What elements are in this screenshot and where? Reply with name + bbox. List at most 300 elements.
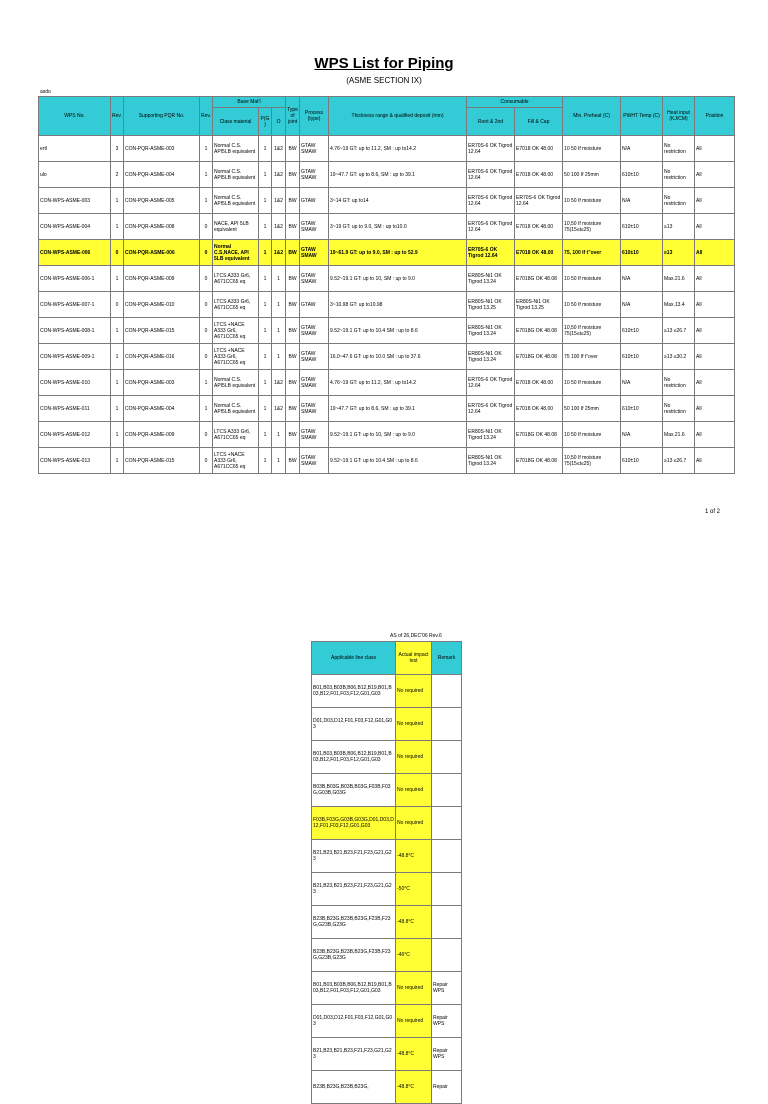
cell-joint: BW [286, 240, 300, 266]
cell-impact-test: -48.8°C [396, 1071, 432, 1104]
cell-class-material: LTCS +NACE A333 Gr6, A671CC65 eq [213, 448, 259, 474]
cell-o: 1&2 [272, 136, 286, 162]
header-position: Position [695, 97, 735, 136]
cell-fill: ER70S-6 OK Tigrod 12.64 [515, 188, 563, 214]
cell-remark: Repair [432, 1071, 462, 1104]
table-row [39, 344, 735, 370]
cell-heat-input: ≥13 ≤26.7 [663, 448, 695, 474]
cell-impact-test: No required [396, 807, 432, 840]
cell-heat-input: ≥13 ≤26.7 [663, 318, 695, 344]
cell-pwht: 610±10 [621, 396, 663, 422]
cell-fill: ER80S-Ni1 OK Tigrod 13.25 [515, 292, 563, 318]
cell-root: ER70S-6 OK Tigrod 12.64 [467, 188, 515, 214]
header-o: O [272, 108, 286, 136]
table-row [312, 840, 462, 873]
cell-preheat: 10,50 If moisture 75(15≤t≤25) [563, 448, 621, 474]
cell-pwht: 610±10 [621, 240, 663, 266]
cell-thickness: 9.52~19.1 GT: up to 10, SM : up to 9.0 [329, 422, 467, 448]
cell-impact-test: No required [396, 774, 432, 807]
cell-impact-test: -46°C [396, 939, 432, 972]
cell-preheat: 10,50 If moisture 75(15≤t≤25) [563, 318, 621, 344]
header-heat: Heat input (KJ/CM) [663, 97, 695, 136]
cell-root: ER70S-6 OK Tigrod 12.64 [467, 136, 515, 162]
cell-preheat: 50 100 If 25mm [563, 162, 621, 188]
cell-rev: 1 [111, 318, 124, 344]
cell-fill: E7018 OK 48.00 [515, 240, 563, 266]
cell-root: ER80S-Ni1 OK Tigrod 13.24 [467, 422, 515, 448]
cell-preheat: 10 50 If moisture [563, 370, 621, 396]
cell-p: 1 [259, 188, 272, 214]
cell-position: All [695, 344, 735, 370]
cell-rev: 1 [111, 370, 124, 396]
cell-thickness: 3~19 GT: up to 9.0, SM : up to10.0 [329, 214, 467, 240]
cell-process: GTAW [300, 188, 329, 214]
cell-root: ER80S-Ni1 OK Tigrod 13.24 [467, 318, 515, 344]
cell-thickness: 9.52~19.1 GT: up to 10.4 SM : up to 8.6 [329, 448, 467, 474]
cell-pqr: CON-PQR-ASME-008 [124, 214, 200, 240]
cell-joint: BW [286, 266, 300, 292]
cell-wps: CON-WPS-ASME-003 [39, 188, 111, 214]
table-row [39, 318, 735, 344]
cell-pqr: CON-PQR-ASME-015 [124, 448, 200, 474]
cell-pqr: CON-PQR-ASME-004 [124, 162, 200, 188]
cell-position: All [695, 292, 735, 318]
cell-o: 1&2 [272, 162, 286, 188]
cell-heat-input: No restriction [663, 136, 695, 162]
line-class-table [311, 641, 462, 1104]
table-row [39, 266, 735, 292]
cell-thickness: 19~47.7 GT: up to 8.6, SM : up to 39.1 [329, 162, 467, 188]
wps-table [38, 96, 735, 474]
cell-preheat: 10 50 If moisture [563, 422, 621, 448]
cell-position: All [695, 396, 735, 422]
cell-process: GTAW SMAW [300, 214, 329, 240]
header-joint: Type of joint [286, 97, 300, 136]
cell-pwht: 610±10 [621, 344, 663, 370]
cell-line-class: B21,B23,B21,B23,F21,F23,G21,G23 [312, 1038, 396, 1071]
cell-pwht: N/A [621, 188, 663, 214]
table-row [39, 240, 735, 266]
header-remark: Remark [432, 642, 462, 675]
cell-rev: 1 [111, 214, 124, 240]
cell-heat-input: No restriction [663, 162, 695, 188]
cell-remark [432, 675, 462, 708]
cell-p: 1 [259, 448, 272, 474]
cell-pqr: CON-PQR-ASME-005 [124, 188, 200, 214]
table-row [39, 162, 735, 188]
small-note: asdo [40, 89, 51, 95]
cell-rev2: 0 [200, 266, 213, 292]
header-line-class: Applicable line class [312, 642, 396, 675]
revision-date-note: AS of 26,DEC'06 Rev.6 [390, 633, 442, 639]
header-consumable: Consumable [467, 97, 563, 108]
cell-line-class: D01,D03,D12,F01,F03,F12,G01,G03 [312, 1005, 396, 1038]
table-row [312, 741, 462, 774]
cell-thickness: 3~14 GT: up to14 [329, 188, 467, 214]
page-title: WPS List for Piping [314, 55, 454, 72]
cell-p: 1 [259, 370, 272, 396]
table-row [312, 906, 462, 939]
header-base: Base Mat'l [213, 97, 286, 108]
cell-p: 1 [259, 240, 272, 266]
page-subtitle: (ASME SECTION IX) [346, 76, 422, 85]
cell-rev: 1 [111, 266, 124, 292]
cell-pqr: CON-PQR-ASME-016 [124, 344, 200, 370]
cell-o: 1&2 [272, 240, 286, 266]
cell-wps: CON-WPS-ASME-011 [39, 396, 111, 422]
cell-preheat: 75, 100 If t"over [563, 240, 621, 266]
cell-rev: 1 [111, 448, 124, 474]
cell-p: 1 [259, 162, 272, 188]
cell-joint: BW [286, 422, 300, 448]
cell-rev2: 1 [200, 162, 213, 188]
table-row [312, 675, 462, 708]
cell-root: ER80S-Ni1 OK Tigrod 13.24 [467, 266, 515, 292]
cell-thickness: 3~10.98 GT: up to10.98 [329, 292, 467, 318]
cell-wps: CON-WPS-ASME-010 [39, 370, 111, 396]
header-root: Root & 2nd [467, 108, 515, 136]
cell-process: GTAW SMAW [300, 448, 329, 474]
cell-heat-input: ≥13 ≤30.2 [663, 344, 695, 370]
cell-preheat: 10 50 If moisture [563, 292, 621, 318]
cell-impact-test: -48.8°C [396, 840, 432, 873]
cell-thickness: 4.76~19 GT: up to 11.2, SM : up to14.2 [329, 136, 467, 162]
cell-position: All [695, 240, 735, 266]
cell-position: All [695, 448, 735, 474]
table-row [39, 370, 735, 396]
cell-line-class: B21,B23,B21,B23,F21,F23,G21,G23 [312, 873, 396, 906]
cell-wps: CON-WPS-ASME-013 [39, 448, 111, 474]
table-row [312, 708, 462, 741]
cell-impact-test: No required [396, 741, 432, 774]
cell-process: GTAW SMAW [300, 162, 329, 188]
cell-root: ER70S-6 OK Tigrod 12.64 [467, 370, 515, 396]
cell-class-material: Normal C.S. API5LB equivalent [213, 396, 259, 422]
cell-p: 1 [259, 344, 272, 370]
cell-remark [432, 774, 462, 807]
cell-wps: CON-WPS-ASME-008-1 [39, 318, 111, 344]
cell-thickness: 4.76~19 GT: up to 11.2, SM : up to14.2 [329, 370, 467, 396]
cell-heat-input: Max.21.6 [663, 422, 695, 448]
cell-root: ER70S-6 OK Tigrod 12.64 [467, 162, 515, 188]
cell-root: ER80S-Ni1 OK Tigrod 13.25 [467, 292, 515, 318]
cell-o: 1 [272, 318, 286, 344]
cell-pwht: N/A [621, 292, 663, 318]
cell-pwht: N/A [621, 370, 663, 396]
cell-impact-test: No required [396, 675, 432, 708]
cell-o: 1&2 [272, 396, 286, 422]
cell-heat-input: No restriction [663, 370, 695, 396]
cell-rev2: 0 [200, 448, 213, 474]
header-fill: Fill & Cap [515, 108, 563, 136]
cell-rev2: 0 [200, 344, 213, 370]
header-p: P(G) [259, 108, 272, 136]
cell-p: 1 [259, 214, 272, 240]
cell-class-material: Normal C.S. API5LB equivalent [213, 370, 259, 396]
table-row [39, 136, 735, 162]
cell-joint: BW [286, 448, 300, 474]
cell-pqr: CON-PQR-ASME-010 [124, 292, 200, 318]
cell-p: 1 [259, 422, 272, 448]
cell-rev2: 0 [200, 214, 213, 240]
cell-heat-input: ≥13 [663, 214, 695, 240]
cell-class-material: Normal C.S,NACE, API 5LB equivalent [213, 240, 259, 266]
cell-fill: E7018G OK 48.08 [515, 344, 563, 370]
cell-class-material: Normal C.S. API5LB equivalent [213, 188, 259, 214]
cell-fill: E7018G OK 48.08 [515, 422, 563, 448]
cell-preheat: 10 50 If moisture [563, 136, 621, 162]
cell-fill: E7018G OK 48.08 [515, 448, 563, 474]
cell-joint: BW [286, 370, 300, 396]
cell-o: 1 [272, 266, 286, 292]
cell-remark [432, 840, 462, 873]
cell-wps: ulo [39, 162, 111, 188]
cell-rev2: 0 [200, 292, 213, 318]
cell-process: GTAW SMAW [300, 422, 329, 448]
cell-thickness: 16.0~47.6 GT: up to 10.0 SM : up to 37.6 [329, 344, 467, 370]
table-row [39, 188, 735, 214]
header-process: Process (type) [300, 97, 329, 136]
cell-process: GTAW SMAW [300, 136, 329, 162]
cell-pqr: CON-PQR-ASME-003 [124, 370, 200, 396]
cell-pwht: 610±10 [621, 318, 663, 344]
cell-rev: 3 [111, 136, 124, 162]
cell-pqr: CON-PQR-ASME-015 [124, 318, 200, 344]
cell-rev2: 1 [200, 136, 213, 162]
cell-remark [432, 939, 462, 972]
table-row [39, 448, 735, 474]
table-row [312, 939, 462, 972]
cell-p: 1 [259, 396, 272, 422]
table-row [312, 972, 462, 1005]
cell-rev2: 1 [200, 370, 213, 396]
cell-pqr: CON-PQR-ASME-004 [124, 396, 200, 422]
cell-line-class: F03B,F03G,G03B,G03G,D01,D03,D12,F01,F03,F12,G01,G03 [312, 807, 396, 840]
cell-impact-test: -48.8°C [396, 1038, 432, 1071]
cell-line-class: B03B,B03G,B03B,B03G,F03B,F03G,G03B,G03G [312, 774, 396, 807]
cell-process: GTAW SMAW [300, 266, 329, 292]
cell-o: 1&2 [272, 370, 286, 396]
cell-class-material: Normal C.S. API5LB equivalent [213, 136, 259, 162]
cell-heat-input: ≥13 [663, 240, 695, 266]
header-rev: Rev. [111, 97, 124, 136]
cell-line-class: B23B,B23G,B23B,B23G,F23B,F23G,G23B,G23G [312, 906, 396, 939]
cell-line-class: B23B,B23G,B23B,B23G, [312, 1071, 396, 1104]
cell-line-class: B01,B03,B03B,B06,B12,B19,B01,B03,B12,F01,F03,F12,G01,G03 [312, 972, 396, 1005]
cell-p: 1 [259, 318, 272, 344]
cell-wps: CON-WPS-ASME-006 [39, 240, 111, 266]
cell-process: GTAW SMAW [300, 318, 329, 344]
cell-o: 1&2 [272, 214, 286, 240]
cell-line-class: B21,B23,B21,B23,F21,F23,G21,G23 [312, 840, 396, 873]
cell-impact-test: -48.8°C [396, 906, 432, 939]
cell-pwht: N/A [621, 266, 663, 292]
cell-class-material: LTCS A333 Gr6, A671CC65 eq [213, 422, 259, 448]
cell-o: 1 [272, 422, 286, 448]
cell-heat-input: Max.13.4 [663, 292, 695, 318]
cell-remark: Repair WPS [432, 972, 462, 1005]
table-row [312, 1071, 462, 1104]
cell-p: 1 [259, 292, 272, 318]
cell-thickness: 9.52~19.1 GT: up to 10.4 SM : up to 8.6 [329, 318, 467, 344]
cell-joint: BW [286, 318, 300, 344]
cell-pwht: 610±10 [621, 214, 663, 240]
cell-pqr: CON-PQR-ASME-009 [124, 266, 200, 292]
table-row [39, 422, 735, 448]
cell-o: 1 [272, 292, 286, 318]
cell-preheat: 10 50 If moisture [563, 188, 621, 214]
cell-rev2: 0 [200, 422, 213, 448]
cell-preheat: 10,50 If moisture 75(15≤t≤25) [563, 214, 621, 240]
cell-pwht: 610±10 [621, 448, 663, 474]
cell-preheat: 10 50 If moisture [563, 266, 621, 292]
cell-p: 1 [259, 136, 272, 162]
cell-position: All [695, 370, 735, 396]
cell-line-class: B01,B03,B03B,B06,B12,B19,B01,B03,B12,F01,F03,F12,G01,G03 [312, 675, 396, 708]
table-row [39, 214, 735, 240]
cell-wps: ertl [39, 136, 111, 162]
cell-wps: CON-WPS-ASME-012 [39, 422, 111, 448]
cell-o: 1 [272, 344, 286, 370]
cell-pqr: CON-PQR-ASME-003 [124, 136, 200, 162]
cell-heat-input: No restriction [663, 188, 695, 214]
cell-position: All [695, 318, 735, 344]
cell-joint: BW [286, 162, 300, 188]
cell-class-material: LTCS A333 Gr6, A671CC65 eq [213, 292, 259, 318]
cell-pwht: N/A [621, 422, 663, 448]
cell-class-material: LTCS A333 Gr6, A671CC65 eq [213, 266, 259, 292]
cell-wps: CON-WPS-ASME-007-1 [39, 292, 111, 318]
header-class: Class material [213, 108, 259, 136]
cell-wps: CON-WPS-ASME-006-1 [39, 266, 111, 292]
cell-class-material: LTCS +NACE A333 Gr6, A671CC65 eq [213, 318, 259, 344]
cell-rev: 1 [111, 396, 124, 422]
cell-remark [432, 708, 462, 741]
cell-root: ER80S-Ni1 OK Tigrod 13.24 [467, 448, 515, 474]
cell-position: All [695, 136, 735, 162]
cell-impact-test: No required [396, 972, 432, 1005]
cell-rev: 0 [111, 240, 124, 266]
cell-wps: CON-WPS-ASME-009-1 [39, 344, 111, 370]
cell-root: ER70S-6 OK Tigrod 12.64 [467, 214, 515, 240]
cell-rev: 1 [111, 422, 124, 448]
cell-joint: BW [286, 214, 300, 240]
cell-joint: BW [286, 292, 300, 318]
cell-fill: E7018 OK 48.00 [515, 396, 563, 422]
cell-fill: E7018 OK 48.00 [515, 370, 563, 396]
cell-impact-test: -50°C [396, 873, 432, 906]
table-row [312, 807, 462, 840]
cell-class-material: LTCS +NACE A333 Gr6, A671CC65 eq [213, 344, 259, 370]
cell-rev: 2 [111, 162, 124, 188]
cell-rev: 1 [111, 188, 124, 214]
cell-pqr: CON-PQR-ASME-006 [124, 240, 200, 266]
header-rev2: Rev. [200, 97, 213, 136]
cell-line-class: B01,B03,B03B,B06,B12,B19,B01,B03,B12,F01,F03,F12,G01,G03 [312, 741, 396, 774]
cell-thickness: 9.52~19.1 GT: up to 10, SM : up to 9.0 [329, 266, 467, 292]
header-thickness: Thickness range & qualified deposit (mm) [329, 97, 467, 136]
cell-fill: E7018G OK 48.08 [515, 266, 563, 292]
header-pqr: Supporting PQR No. [124, 97, 200, 136]
cell-position: All [695, 162, 735, 188]
table-row [312, 1005, 462, 1038]
cell-heat-input: Max.21.6 [663, 266, 695, 292]
table-row [39, 396, 735, 422]
cell-pwht: 610±10 [621, 162, 663, 188]
cell-rev2: 1 [200, 396, 213, 422]
cell-class-material: NACE, API 5LB equivalent [213, 214, 259, 240]
table-row [312, 1038, 462, 1071]
table-row [39, 292, 735, 318]
cell-process: GTAW [300, 292, 329, 318]
header-wps: WPS No. [39, 97, 111, 136]
cell-rev: 0 [111, 292, 124, 318]
cell-preheat: 75 100 If t"over [563, 344, 621, 370]
cell-root: ER80S-Ni1 OK Tigrod 13.24 [467, 344, 515, 370]
cell-position: All [695, 188, 735, 214]
cell-remark [432, 807, 462, 840]
cell-thickness: 19~61.9 GT: up to 9.0, SM : up to 52.9 [329, 240, 467, 266]
cell-joint: BW [286, 344, 300, 370]
header-pwht: PWHT Temp (C) [621, 97, 663, 136]
cell-fill: E7018 OK 48.00 [515, 214, 563, 240]
cell-p: 1 [259, 266, 272, 292]
cell-joint: BW [286, 136, 300, 162]
cell-thickness: 19~47.7 GT: up to 8.6, SM : up to 39.1 [329, 396, 467, 422]
cell-remark: Repair WPS [432, 1038, 462, 1071]
cell-class-material: Normal C.S. API5LB equivalent [213, 162, 259, 188]
cell-process: GTAW SMAW [300, 370, 329, 396]
cell-line-class: B23B,B23G,B23B,B23G,F23B,F23G,G23B,G23G [312, 939, 396, 972]
table-row [312, 774, 462, 807]
header-preheat: Min. Preheat (C) [563, 97, 621, 136]
cell-rev2: 1 [200, 188, 213, 214]
cell-fill: E7018 OK 48.00 [515, 162, 563, 188]
cell-rev: 1 [111, 344, 124, 370]
cell-remark [432, 873, 462, 906]
header-impact-test: Actual impact test [396, 642, 432, 675]
cell-remark [432, 906, 462, 939]
cell-joint: BW [286, 188, 300, 214]
cell-o: 1 [272, 448, 286, 474]
cell-root: ER70S-6 OK Tigrod 12.64 [467, 240, 515, 266]
cell-wps: CON-WPS-ASME-004 [39, 214, 111, 240]
cell-impact-test: No required [396, 708, 432, 741]
cell-position: All [695, 214, 735, 240]
cell-pwht: N/A [621, 136, 663, 162]
cell-impact-test: No required [396, 1005, 432, 1038]
cell-o: 1&2 [272, 188, 286, 214]
cell-process: GTAW SMAW [300, 240, 329, 266]
cell-remark [432, 741, 462, 774]
cell-position: All [695, 422, 735, 448]
cell-fill: E7018 OK 48.00 [515, 136, 563, 162]
cell-process: GTAW SMAW [300, 396, 329, 422]
cell-remark: Repair WPS [432, 1005, 462, 1038]
cell-rev2: 0 [200, 318, 213, 344]
cell-preheat: 50 100 If 25mm [563, 396, 621, 422]
cell-joint: BW [286, 396, 300, 422]
cell-heat-input: No restriction [663, 396, 695, 422]
page-number: 1 of 2 [705, 509, 721, 515]
cell-rev2: 0 [200, 240, 213, 266]
cell-fill: E7018G OK 48.08 [515, 318, 563, 344]
cell-process: GTAW SMAW [300, 344, 329, 370]
cell-root: ER70S-6 OK Tigrod 12.64 [467, 396, 515, 422]
table-row [312, 873, 462, 906]
cell-line-class: D01,D03,D12,F01,F03,F12,G01,G03 [312, 708, 396, 741]
cell-position: All [695, 266, 735, 292]
